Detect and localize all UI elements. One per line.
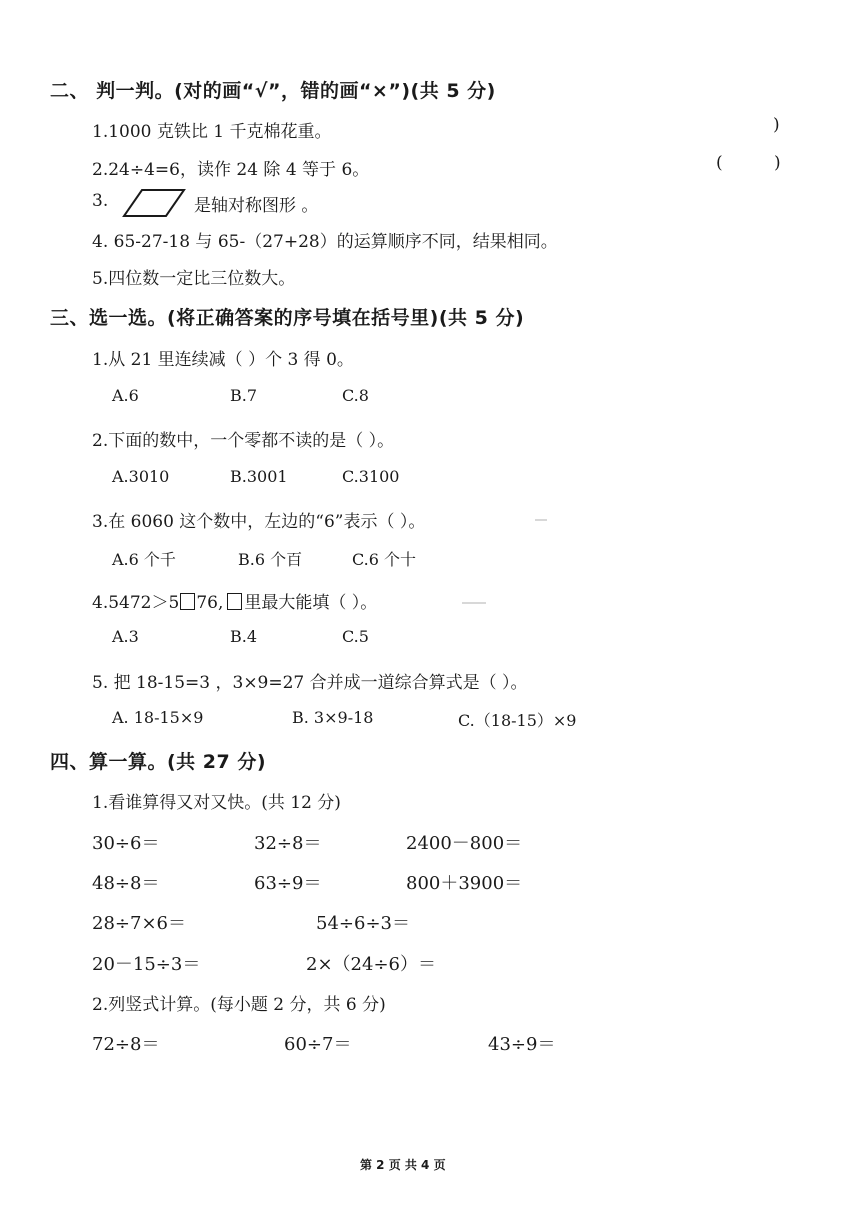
judge-item-4: 4. 65-27-18 与 65-（27+28）的运算顺序不同，结果相同。 bbox=[92, 232, 558, 252]
choose-q5-option-b: B. 3×9-18 bbox=[292, 708, 374, 727]
choose-q1-option-b: B.7 bbox=[230, 386, 258, 405]
choose-q5-stem: 5. 把 18-15=3 ，3×9=27 合并成一道综合算式是（ ）。 bbox=[92, 673, 528, 693]
judge-item-1: 1.1000 克铁比 1 千克棉花重。 bbox=[92, 122, 332, 142]
scan-smudge bbox=[462, 602, 486, 604]
choose-q4-stem bbox=[92, 588, 377, 613]
choose-q4-option-c: C.5 bbox=[342, 627, 369, 646]
calc-r4-c1: 20－15÷3＝ bbox=[92, 954, 201, 975]
answer-paren-2-open[interactable]: ( bbox=[716, 153, 723, 173]
calc-r2-c1: 48÷8＝ bbox=[92, 873, 160, 894]
calc-r5-c3: 43÷9＝ bbox=[488, 1034, 556, 1055]
choose-q2-option-a: A.3010 bbox=[112, 467, 170, 486]
calc-r1-c1: 30÷6＝ bbox=[92, 833, 160, 854]
calc-r2-c3: 800＋3900＝ bbox=[406, 873, 523, 894]
answer-paren-2-close[interactable]: ) bbox=[774, 153, 781, 173]
calc-sub2-title: 2.列竖式计算。(每小题 2 分，共 6 分) bbox=[92, 995, 386, 1015]
section-choose-title: 三、选一选。(将正确答案的序号填在括号里)(共 5 分) bbox=[50, 307, 525, 329]
choose-q4-stem-part1: 4.5472＞5 bbox=[92, 593, 180, 613]
choose-q1-option-c: C.8 bbox=[342, 386, 369, 405]
calc-r3-c1: 28÷7×6＝ bbox=[92, 913, 186, 934]
calc-r1-c2: 32÷8＝ bbox=[254, 833, 322, 854]
calc-r2-c2: 63÷9＝ bbox=[254, 873, 322, 894]
choose-q2-option-c: C.3100 bbox=[342, 467, 400, 486]
blank-box-icon bbox=[180, 593, 195, 610]
choose-q2-stem: 2.下面的数中，一个零都不读的是（ ）。 bbox=[92, 431, 395, 451]
choose-q2-option-b: B.3001 bbox=[230, 467, 288, 486]
choose-q1-option-a: A.6 bbox=[112, 386, 139, 405]
calc-r3-c2: 54÷6÷3＝ bbox=[316, 913, 410, 934]
judge-item-5: 5.四位数一定比三位数大。 bbox=[92, 269, 296, 289]
judge-item-2: 2.24÷4=6，读作 24 除 4 等于 6。 bbox=[92, 160, 370, 180]
section-judge-title: 二、 判一判。(对的画“√”，错的画“×”)(共 5 分) bbox=[50, 80, 496, 102]
calc-r1-c3: 2400－800＝ bbox=[406, 833, 523, 854]
page-footer: 第 2 页 共 4 页 bbox=[360, 1158, 446, 1172]
choose-q3-option-c: C.6 个十 bbox=[352, 550, 417, 569]
choose-q5-option-c: C.（18-15）×9 bbox=[458, 711, 577, 730]
parallelogram-figure bbox=[122, 188, 186, 218]
choose-q1-stem: 1.从 21 里连续减（ ）个 3 得 0。 bbox=[92, 350, 354, 370]
judge-item-3-label: 3. bbox=[92, 191, 109, 211]
calc-r4-c2: 2×（24÷6）＝ bbox=[306, 954, 436, 975]
blank-box-icon bbox=[227, 593, 242, 610]
choose-q4-stem-part2: 76, bbox=[196, 593, 224, 613]
calc-sub1-title: 1.看谁算得又对又快。(共 12 分) bbox=[92, 793, 341, 813]
choose-q4-option-b: B.4 bbox=[230, 627, 258, 646]
scan-smudge bbox=[535, 519, 547, 521]
answer-paren-1[interactable]: ) bbox=[773, 115, 780, 135]
judge-item-3-text: 是轴对称图形 。 bbox=[194, 196, 319, 216]
section-calc-title: 四、算一算。(共 27 分) bbox=[50, 751, 267, 773]
choose-q3-stem: 3.在 6060 这个数中，左边的“6”表示（ ）。 bbox=[92, 512, 426, 532]
calc-r5-c2: 60÷7＝ bbox=[284, 1034, 352, 1055]
calc-r5-c1: 72÷8＝ bbox=[92, 1034, 160, 1055]
choose-q4-stem-part3: 里最大能填（ ）。 bbox=[244, 593, 378, 613]
choose-q5-option-a: A. 18-15×9 bbox=[112, 708, 204, 727]
choose-q3-option-b: B.6 个百 bbox=[238, 550, 303, 569]
choose-q3-option-a: A.6 个千 bbox=[112, 550, 176, 569]
choose-q4-option-a: A.3 bbox=[112, 627, 139, 646]
